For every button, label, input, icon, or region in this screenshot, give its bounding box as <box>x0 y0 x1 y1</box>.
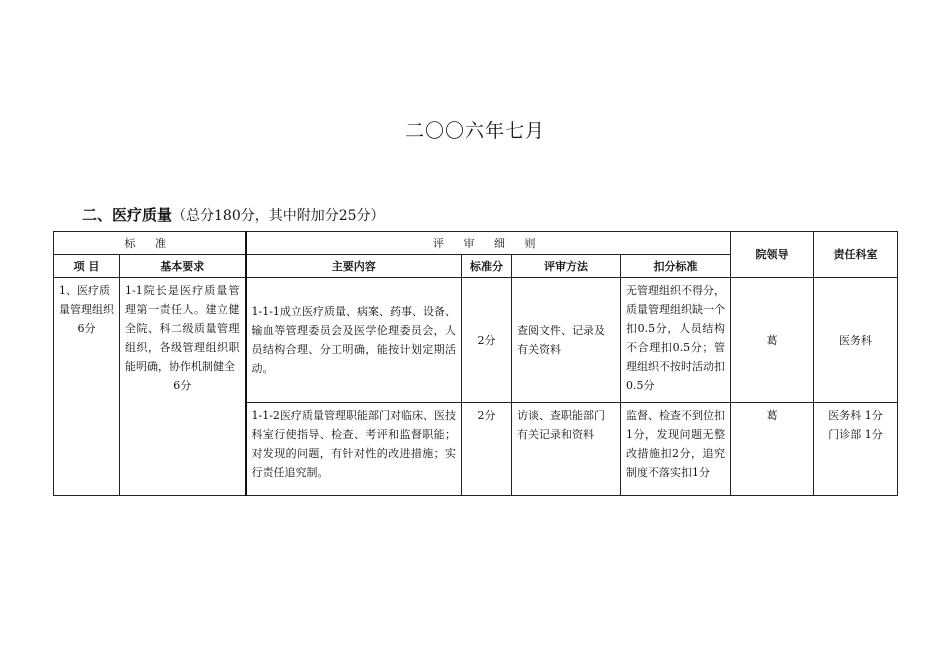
evaluation-table <box>53 231 898 496</box>
section-title-subtitle: （总分180分，其中附加分25分） <box>172 208 385 224</box>
header-department: 责任科室 <box>814 232 898 278</box>
header-row-1 <box>54 232 898 255</box>
header-review-detail: 评 审 细 则 <box>246 232 731 255</box>
table-row <box>54 278 898 403</box>
header-item: 项 目 <box>54 255 120 278</box>
requirement-score: 6分 <box>173 379 192 392</box>
header-leader: 院领导 <box>731 232 814 278</box>
leader-cell: 葛 <box>731 278 814 403</box>
item-name: 1、医疗质量管理组织 <box>59 284 114 316</box>
deduction-cell: 无管理组织不得分，质量管理组织缺一个扣0.5分，人员结构不合理扣0.5分；管理组织不按时活动扣0.5分 <box>621 278 731 403</box>
main-content-cell: 1-1-1成立医疗质量、病案、药事、设备、输血等管理委员会及医学伦理委员会，人员结构合理、分工明确，能按计划定期活动。 <box>246 278 462 403</box>
item-score: 6分 <box>77 322 96 335</box>
department-cell: 医务科 <box>814 278 898 403</box>
header-standard: 标 准 <box>54 232 246 255</box>
main-content-cell: 1-1-2医疗质量管理职能部门对临床、医技科室行使指导、检查、考评和监督职能；对发现的问题，有针对性的改进措施；实行责任追究制。 <box>246 403 462 496</box>
standard-score-cell: 2分 <box>462 403 512 496</box>
header-standard-score: 标准分 <box>462 255 512 278</box>
item-cell <box>54 278 120 496</box>
requirement-cell <box>120 278 246 496</box>
header-main-content: 主要内容 <box>246 255 462 278</box>
deduction-cell: 监督、检查不到位扣1分，发现问题无整改措施扣2分，追究制度不落实扣1分 <box>621 403 731 496</box>
department-line: 门诊部 1分 <box>828 428 883 441</box>
leader-cell: 葛 <box>731 403 814 496</box>
section-title <box>82 204 385 225</box>
header-method: 评审方法 <box>512 255 621 278</box>
standard-score-cell: 2分 <box>462 278 512 403</box>
method-cell: 查阅文件、记录及有关资料 <box>512 278 621 403</box>
header-basic-requirement: 基本要求 <box>120 255 246 278</box>
department-line: 医务科 1分 <box>828 409 883 422</box>
method-cell: 访谈、查职能部门有关记录和资料 <box>512 403 621 496</box>
department-cell <box>814 403 898 496</box>
header-deduction: 扣分标准 <box>621 255 731 278</box>
document-date: 二〇〇六年七月 <box>404 120 545 142</box>
section-title-main: 二、医疗质量 <box>82 206 173 224</box>
requirement-text: 1-1院长是医疗质量管理第一责任人。建立健全院、科二级质量管理组织，各级管理组织职能明确，协作机制健全 <box>125 284 240 373</box>
